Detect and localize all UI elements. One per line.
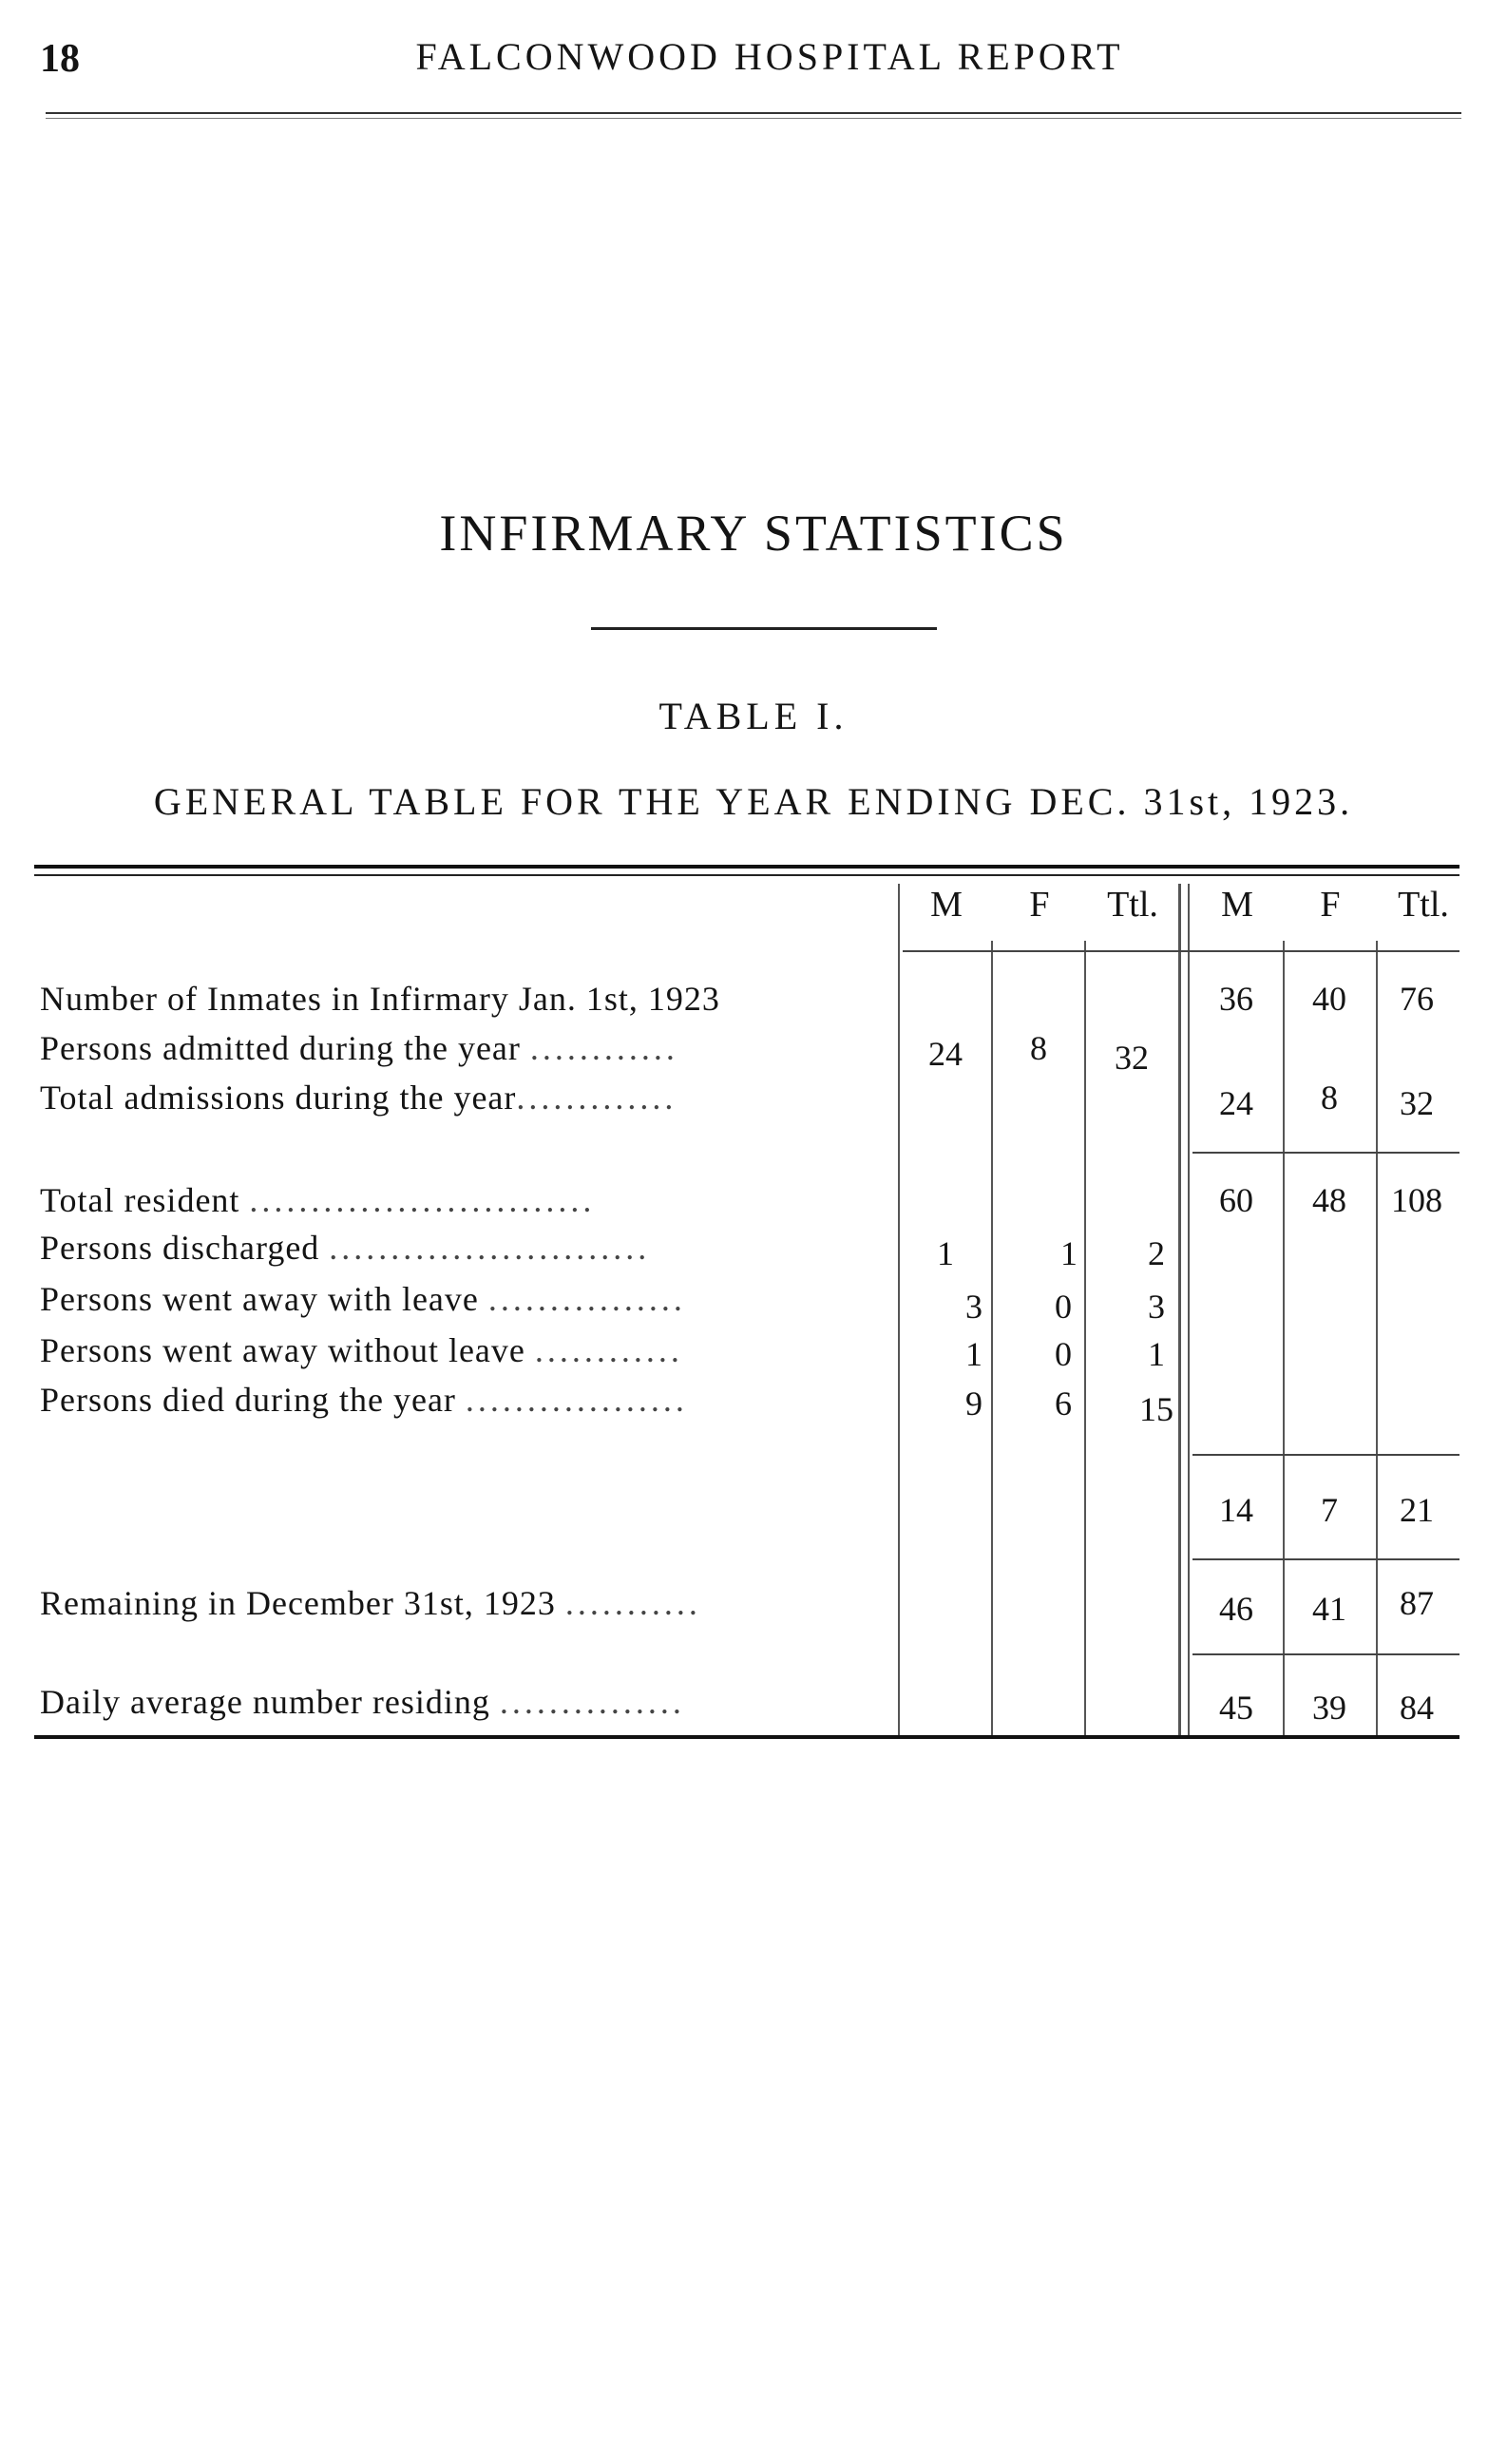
column-header-male: M — [930, 885, 963, 925]
row-label-text: Persons discharged — [40, 1229, 320, 1267]
table-top-rule-inner — [34, 874, 1459, 876]
row-label-text: Persons went away with leave — [40, 1280, 479, 1318]
cell-female: 40 — [1312, 980, 1346, 1018]
table-bottom-rule — [34, 1735, 1459, 1739]
running-title: FALCONWOOD HOSPITAL REPORT — [415, 35, 1124, 78]
cell-female: 48 — [1312, 1181, 1346, 1219]
cell-female: 7 — [1321, 1491, 1338, 1529]
row-label-text: Persons died during the year — [40, 1381, 456, 1419]
row-label-text: Remaining in December 31st, 1923 — [40, 1584, 556, 1622]
leader-dots: .......................... — [329, 1229, 651, 1267]
leader-dots: ............... — [499, 1683, 685, 1721]
row-label — [40, 979, 720, 1019]
cell-male: 60 — [1219, 1181, 1253, 1219]
row-label — [40, 1228, 650, 1268]
cell-female: 41 — [1312, 1590, 1346, 1628]
column-divider — [1283, 941, 1285, 1735]
page-title: INFIRMARY STATISTICS — [439, 505, 1068, 562]
row-label-text: Persons went away without leave — [40, 1331, 525, 1369]
cell-female: 1 — [1060, 1234, 1078, 1272]
cell-male: 3 — [965, 1288, 982, 1326]
leader-dots: ........... — [564, 1584, 701, 1622]
cell-female: 8 — [1321, 1079, 1338, 1117]
row-label — [40, 1682, 685, 1722]
column-header-female: F — [1029, 885, 1050, 925]
subtotal-rule — [1192, 1653, 1459, 1655]
column-header-total: Ttl. — [1107, 885, 1158, 925]
header-rule-secondary — [46, 118, 1461, 119]
row-label-text: Persons admitted during the year — [40, 1029, 521, 1067]
cell-total: 2 — [1148, 1234, 1165, 1272]
title-rule — [591, 627, 937, 630]
table-caption: GENERAL TABLE FOR THE YEAR ENDING DEC. 31st, 1923. — [153, 780, 1354, 823]
table-top-rule — [34, 865, 1459, 869]
row-label-text: Total admissions during the year — [40, 1079, 517, 1117]
cell-female: 39 — [1312, 1689, 1346, 1727]
column-header-female: F — [1320, 885, 1341, 925]
cell-total: 76 — [1400, 980, 1434, 1018]
row-label — [40, 1028, 678, 1068]
column-header-male: M — [1221, 885, 1253, 925]
header-underline — [903, 950, 1459, 952]
cell-female: 8 — [1030, 1029, 1047, 1067]
subtotal-rule — [1192, 1152, 1459, 1154]
leader-dots: ............ — [529, 1029, 678, 1067]
row-label — [40, 1180, 595, 1220]
cell-male: 14 — [1219, 1491, 1253, 1529]
cell-total: 84 — [1400, 1689, 1434, 1727]
table-label: TABLE I. — [658, 695, 849, 737]
cell-total: 15 — [1139, 1390, 1173, 1428]
row-label — [40, 1380, 688, 1420]
cell-male: 1 — [965, 1335, 982, 1373]
cell-male: 24 — [1219, 1084, 1253, 1122]
cell-female: 0 — [1055, 1335, 1072, 1373]
column-divider — [898, 884, 900, 1735]
cell-male: 24 — [928, 1035, 963, 1073]
leader-dots: ............................ — [249, 1181, 596, 1219]
row-label-text: Daily average number residing — [40, 1683, 490, 1721]
column-header-total: Ttl. — [1398, 885, 1449, 925]
cell-male: 9 — [965, 1385, 982, 1423]
cell-total: 87 — [1400, 1584, 1434, 1622]
cell-total: 108 — [1391, 1181, 1442, 1219]
page-number: 18 — [40, 37, 80, 81]
cell-total: 32 — [1115, 1039, 1149, 1077]
row-label-text: Total resident — [40, 1181, 240, 1219]
row-label — [40, 1279, 686, 1319]
cell-female: 6 — [1055, 1385, 1072, 1423]
cell-male: 46 — [1219, 1590, 1253, 1628]
cell-total: 3 — [1148, 1288, 1165, 1326]
leader-dots: ............. — [516, 1079, 677, 1117]
cell-female: 0 — [1055, 1288, 1072, 1326]
cell-total: 32 — [1400, 1084, 1434, 1122]
leader-dots: ............ — [534, 1331, 683, 1369]
header-rule — [46, 112, 1461, 114]
row-label — [40, 1078, 677, 1117]
cell-total: 1 — [1148, 1335, 1165, 1373]
row-label — [40, 1583, 701, 1623]
subtotal-rule — [1192, 1454, 1459, 1456]
cell-male: 1 — [937, 1234, 954, 1272]
row-label-text: Number of Inmates in Infirmary Jan. 1st, 1923 — [40, 980, 720, 1018]
cell-male: 36 — [1219, 980, 1253, 1018]
subtotal-rule — [1192, 1558, 1459, 1560]
cell-total: 21 — [1400, 1491, 1434, 1529]
leader-dots: .................. — [465, 1381, 688, 1419]
leader-dots: ................ — [487, 1280, 686, 1318]
row-label — [40, 1330, 683, 1370]
cell-male: 45 — [1219, 1689, 1253, 1727]
